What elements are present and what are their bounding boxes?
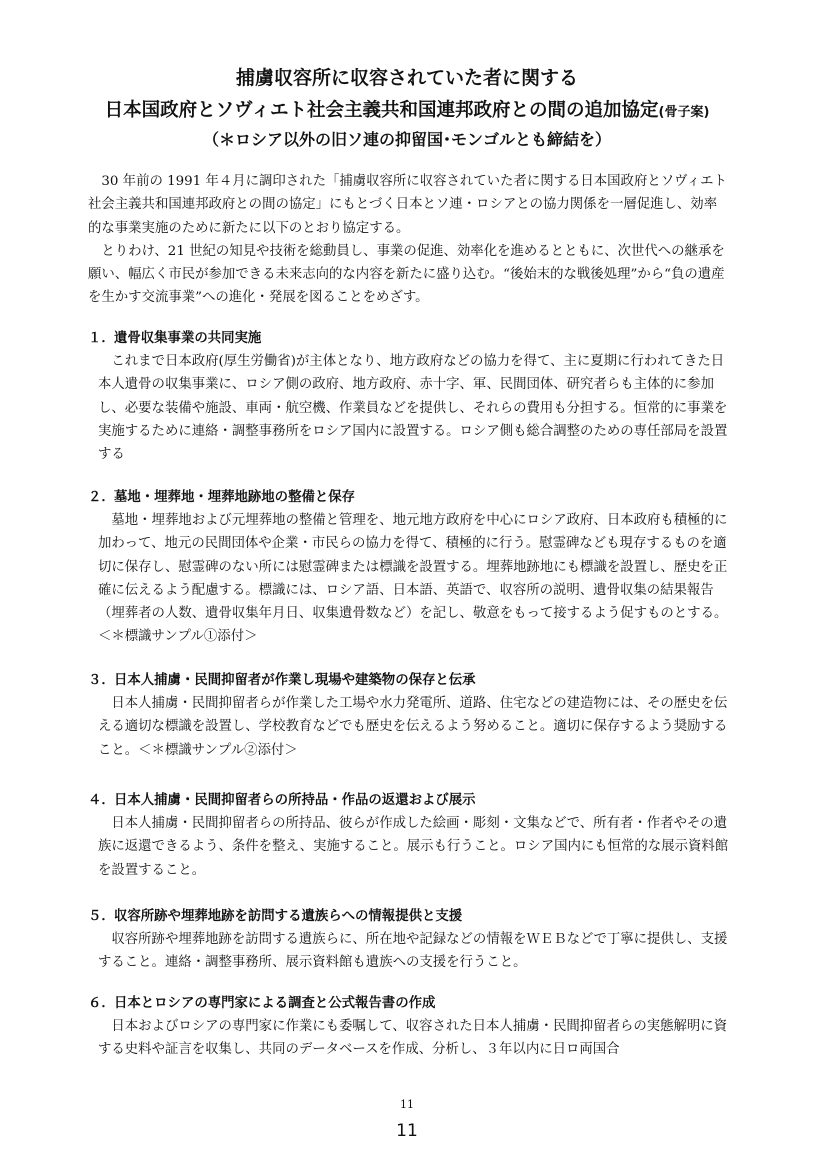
intro-paragraph-2: とりわけ、21 世紀の知見や技術を総動員し、事業の促進、効率化を進めるとともに、次世代への継承を願い、幅広く市民が参加できる未来志向的な内容を新たに盛り込む。“後始末的な戦後処理”から“負の遺産を生かす交流事業”への進化・発展を図ることをめざす。 bbox=[88, 243, 725, 306]
section-body: 墓地・埋葬地および元埋葬地の整備と管理を、地元地方政府を中心にロシア政府、日本政府も積極的に加わって、地元の民間団体や企業・市民らの協力を得て、積極的に行う。慰霊碑なども現存するものを適切に保存し、慰霊碑のない所には慰霊碑または標識を設置する。埋葬地跡地にも標識を設置し、歴史を正確に伝えるよう配慮する。標識には、ロシア語、日本語、英語で、収容所の説明、遺骨収集の結果報告（埋葬者の人数、遺骨収集年月日、収集遺骨数など）を記し、敬意をもって接するよう促すものとする。＜＊標識サンプル①添付＞ bbox=[98, 513, 728, 645]
title-line-2-main: 日本国政府とソヴィエト社会主義共和国連邦政府との間の追加協定 bbox=[104, 100, 659, 121]
section-heading bbox=[88, 790, 730, 812]
section-1 bbox=[88, 328, 730, 466]
section-title: 日本人捕虜・民間抑留者らの所持品・作品の返還および展示 bbox=[114, 793, 476, 808]
section-number: ４． bbox=[88, 793, 115, 808]
section-heading bbox=[88, 906, 730, 928]
section-number: ６． bbox=[88, 996, 115, 1011]
section-number: ５． bbox=[88, 909, 115, 924]
section-title: 日本人捕虜・民間抑留者が作業し現場や建築物の保存と伝承 bbox=[114, 673, 476, 688]
section-number: ２． bbox=[88, 490, 115, 505]
section-6 bbox=[88, 993, 730, 1062]
section-heading bbox=[88, 993, 730, 1015]
intro-text bbox=[88, 170, 730, 310]
section-body: 収容所跡や埋葬地跡を訪問する遺族らに、所在地や記録などの情報をＷＥＢなどで丁寧に提供し、支援すること。連絡・調整事務所、展示資料館も遺族への支援を行うこと。 bbox=[98, 932, 728, 971]
title-draft-suffix: (骨子案) bbox=[658, 105, 710, 120]
section-heading bbox=[88, 328, 730, 350]
title-note: （＊ロシア以外の旧ソ連の抑留国･モンゴルとも締結を） bbox=[202, 130, 611, 149]
section-body: 日本人捕虜・民間抑留者らが作業した工場や水力発電所、道路、住宅などの建造物には、その歴史を伝える適切な標識を設置し、学校教育などでも歴史を伝えるよう努めること。適切に保存するよう奨励すること。＜＊標識サンプル②添付＞ bbox=[98, 696, 728, 758]
section-title: 日本とロシアの専門家による調査と公式報告書の作成 bbox=[114, 996, 436, 1011]
page-number-printed: 11 bbox=[400, 1098, 414, 1111]
section-2 bbox=[88, 487, 730, 649]
section-heading bbox=[88, 487, 730, 509]
section-heading bbox=[88, 670, 730, 692]
section-number: ３． bbox=[88, 673, 115, 688]
title-line-1: 捕虜収容所に収容されていた者に関する bbox=[235, 67, 578, 89]
section-title: 墓地・埋葬地・埋葬地跡地の整備と保存 bbox=[114, 490, 356, 505]
section-body: 日本およびロシアの専門家に作業にも委嘱して、収容された日本人捕虜・民間抑留者らの実態解明に資する史料や証言を収集し、共同のデータベースを作成、分析し、３年以内に日ロ両国合 bbox=[98, 1019, 728, 1058]
section-5 bbox=[88, 906, 730, 975]
title-line-2 bbox=[60, 96, 754, 128]
section-3 bbox=[88, 670, 730, 762]
title-block bbox=[60, 64, 754, 152]
section-4 bbox=[88, 790, 730, 882]
page-number-overlay: 11 bbox=[396, 1121, 418, 1141]
section-body: これまで日本政府(厚生労働省)が主体となり、地方政府などの協力を得て、主に夏期に行われてきた日本人遺骨の収集事業に、ロシア側の政府、地方政府、赤十字、軍、民間団体、研究者らも主体的に参加し、必要な装備や施設、車両・航空機、作業員などを提供し、それらの費用も分担する。恒常的に事業を実施するために連絡・調整事務所をロシア国内に設置する。ロシア側も総合調整のための専任部局を設置する bbox=[98, 354, 728, 463]
intro-paragraph-1: 30 年前の 1991 年４月に調印された「捕虜収容所に収容されていた者に関する日本国政府とソヴィエト社会主義共和国連邦政府との間の協定」にもとづく日本とソ連・ロシアとの協力関係を一層促進し、効率的な事業実施のために新たに以下のとおり協定する。 bbox=[88, 174, 727, 236]
section-number: １． bbox=[88, 331, 115, 346]
section-title: 遺骨収集事業の共同実施 bbox=[114, 331, 262, 346]
section-title: 収容所跡や埋葬地跡を訪問する遺族らへの情報提供と支援 bbox=[114, 909, 463, 924]
section-body: 日本人捕虜・民間抑留者らの所持品、彼らが作成した絵画・彫刻・文集などで、所有者・作者やその遺族に返還できるよう、条件を整え、実施すること。展示も行うこと。ロシア国内にも恒常的な展示資料館を設置すること。 bbox=[98, 816, 729, 878]
